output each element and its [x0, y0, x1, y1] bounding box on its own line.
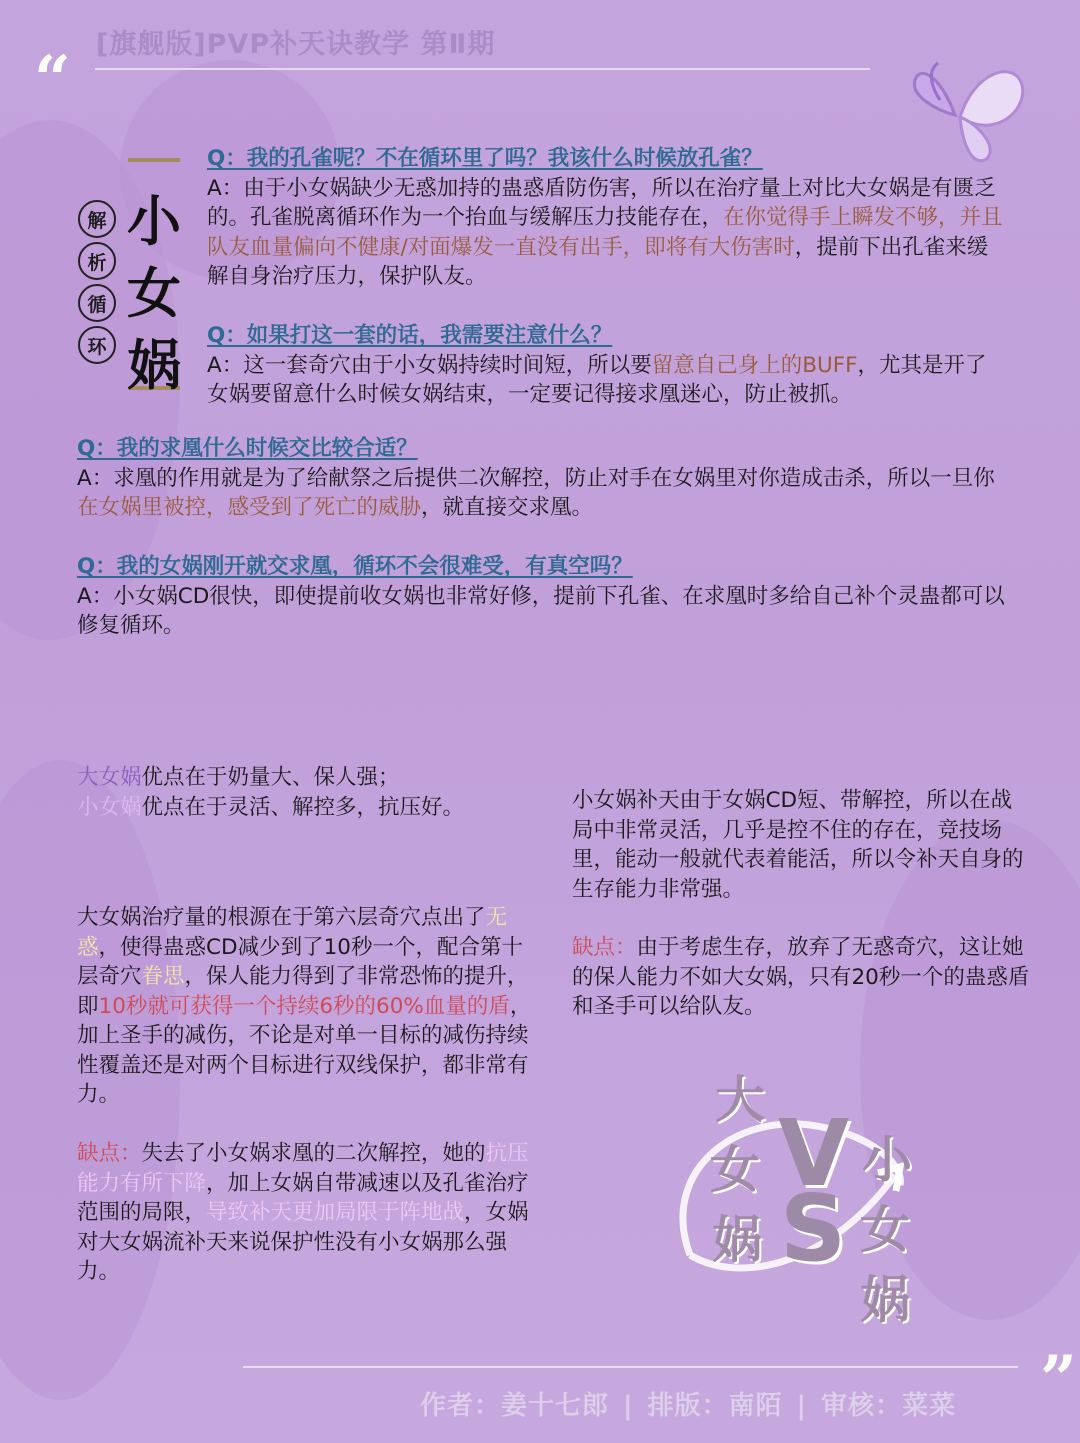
title-char: 小 — [127, 189, 181, 253]
footer-separator: | — [623, 1391, 634, 1421]
small-nuwa-weakness — [572, 933, 1032, 1022]
title-char: 女 — [127, 261, 181, 325]
analysis-cycle-badge — [78, 200, 118, 368]
big-nuwa-weakness — [77, 1139, 542, 1287]
big-nuwa-analysis — [77, 903, 542, 1110]
header-divider — [95, 68, 870, 70]
qa-block — [207, 144, 1007, 292]
highlight-stat: 10秒就可获得一个持续6秒的60%血量的盾 — [98, 993, 510, 1019]
vs-letter-v: V — [778, 1100, 850, 1207]
question-heading: Q：我的求凰什么时候交比较合适？ — [77, 436, 418, 461]
circle-char: 析 — [78, 242, 116, 280]
para-segment: 大女娲治疗量的根源在于第六层奇穴点出了 — [77, 905, 486, 930]
answer-segment: ，尤其是开了女娲要留意什么时候女娲结束，一定要记得接求凰迷心，防止被抓。 — [207, 352, 987, 407]
circle-char: 解 — [78, 200, 116, 238]
para-segment: ，使得蛊惑CD减少到了10秒一个，配合第十层奇穴 — [77, 934, 523, 989]
para-segment: ，女娲对大女娲流补天来说保护性没有小女娲那么强力。 — [77, 1200, 529, 1284]
top-gold-bar — [128, 158, 180, 162]
answer-highlight: 留意自己身上的BUFF — [651, 352, 858, 378]
qa-block — [207, 321, 1007, 410]
small-nuwa-analysis: 小女娲补天由于女娲CD短、带解控，所以在战局中非常灵活，几乎是控不住的存在，竞技场里，能动一般就代表着能活，所以令补天自身的生存能力非常强。 — [572, 788, 1024, 902]
circle-char: 环 — [78, 326, 116, 364]
highlight-text: 抗压能力有所下降 — [77, 1141, 529, 1196]
vs-left-char: 女 — [710, 1140, 760, 1199]
answer-segment: ，就直接交求凰。 — [421, 495, 594, 520]
answer-highlight: 在你觉得手上瞬发不够，并且队友血量偏向不健康/对面爆发一直没有出手，即将有大伤害时 — [207, 205, 1003, 260]
vs-right-char: 娲 — [860, 1270, 910, 1329]
answer-text — [207, 174, 1007, 292]
footer-divider — [243, 1366, 1018, 1368]
vs-letter-s: S — [780, 1175, 847, 1282]
weakness-label: 缺点： — [572, 935, 637, 960]
layout-credit: 排版：南陌 — [647, 1391, 783, 1421]
answer-text — [77, 464, 1012, 523]
answer-segment: A：小女娲CD很快，即使提前收女娲也非常好修，提前下孔雀、在求凰时多给自己补个灵蛊都可以修复循环。 — [77, 583, 1005, 638]
qa-block — [77, 552, 1012, 641]
credits-footer — [420, 1385, 956, 1422]
answer-text — [207, 351, 1007, 410]
para-segment: ，保人能力得到了非常恐怖的提升，即 — [77, 964, 529, 1019]
vs-left-char: 大 — [715, 1070, 765, 1129]
big-nuwa-label: 大女娲 — [77, 765, 142, 790]
answer-segment: A：由于小女娲缺少无惑加持的蛊惑盾防伤害，所以在治疗量上对比大女娲是有匮乏的。孔雀脱离循环作为一个抬血与缓解压力技能存在， — [207, 175, 996, 230]
answer-text — [77, 582, 1012, 641]
vs-illustration — [660, 1055, 940, 1329]
qa-block — [77, 434, 1012, 523]
close-quote-icon: ” — [1040, 1342, 1077, 1417]
small-nuwa-label: 小女娲 — [77, 794, 142, 820]
highlight-skill: 无惑 — [77, 905, 508, 960]
question-heading: Q：我的孔雀呢？不在循环里了吗？我该什么时候放孔雀？ — [207, 146, 763, 171]
answer-segment: A：这一套奇穴由于小女娲持续时间短，所以要 — [207, 352, 652, 378]
highlight-skill: 眷思 — [141, 964, 185, 989]
para-segment: 失去了小女娲求凰的二次解控，她的 — [141, 1141, 486, 1166]
vs-left-char: 娲 — [712, 1210, 762, 1269]
review-credit: 审核：菜菜 — [821, 1391, 957, 1421]
para-segment: 由于考虑生存，放弃了无惑奇穴，这让她的保人能力不如大女娲，只有20秒一个的蛊惑盾和圣手可以给队友。 — [572, 935, 1030, 1019]
open-quote-icon: “ — [34, 42, 71, 117]
highlight-text: 导致补天更加局限于阵地战 — [206, 1200, 465, 1225]
author-credit: 作者：姜十七郎 — [420, 1391, 610, 1421]
page-header-title: [旗舰版]PVP补天诀教学 第Ⅱ期 — [96, 29, 496, 60]
para-segment: ，加上圣手的减伤，不论是对单一目标的减伤持续性覆盖还是对两个目标进行双线保护，都非常有力。 — [77, 993, 532, 1107]
small-nuwa-text: 优点在于灵活、解控多，抗压好。 — [141, 794, 465, 820]
para-segment: ，加上女娲自带减速以及孔雀治疗范围的局限， — [77, 1170, 529, 1225]
weakness-label: 缺点： — [77, 1141, 142, 1166]
vs-right-char: 女 — [860, 1200, 910, 1259]
compare-summary — [77, 763, 547, 822]
footer-separator: | — [796, 1391, 808, 1421]
title-char: 娲 — [127, 333, 181, 397]
vs-right-char: 小 — [862, 1130, 912, 1189]
answer-segment: A：求凰的作用就是为了给献祭之后提供二次解控，防止对手在女娲里对你造成击杀，所以一旦你 — [77, 465, 995, 491]
section-title — [124, 185, 184, 401]
answer-segment: ，提前下出孔雀来缓解自身治疗压力，保护队友。 — [207, 234, 989, 289]
question-heading: Q：我的女娲刚开就交求凰，循环不会很难受，有真空吗？ — [77, 554, 633, 579]
answer-highlight: 在女娲里被控，感受到了死亡的威胁 — [77, 495, 422, 520]
circle-char: 循 — [78, 284, 116, 322]
question-heading: Q：如果打这一套的话，我需要注意什么？ — [207, 323, 613, 348]
big-nuwa-text: 优点在于奶量大、保人强； — [141, 765, 400, 790]
